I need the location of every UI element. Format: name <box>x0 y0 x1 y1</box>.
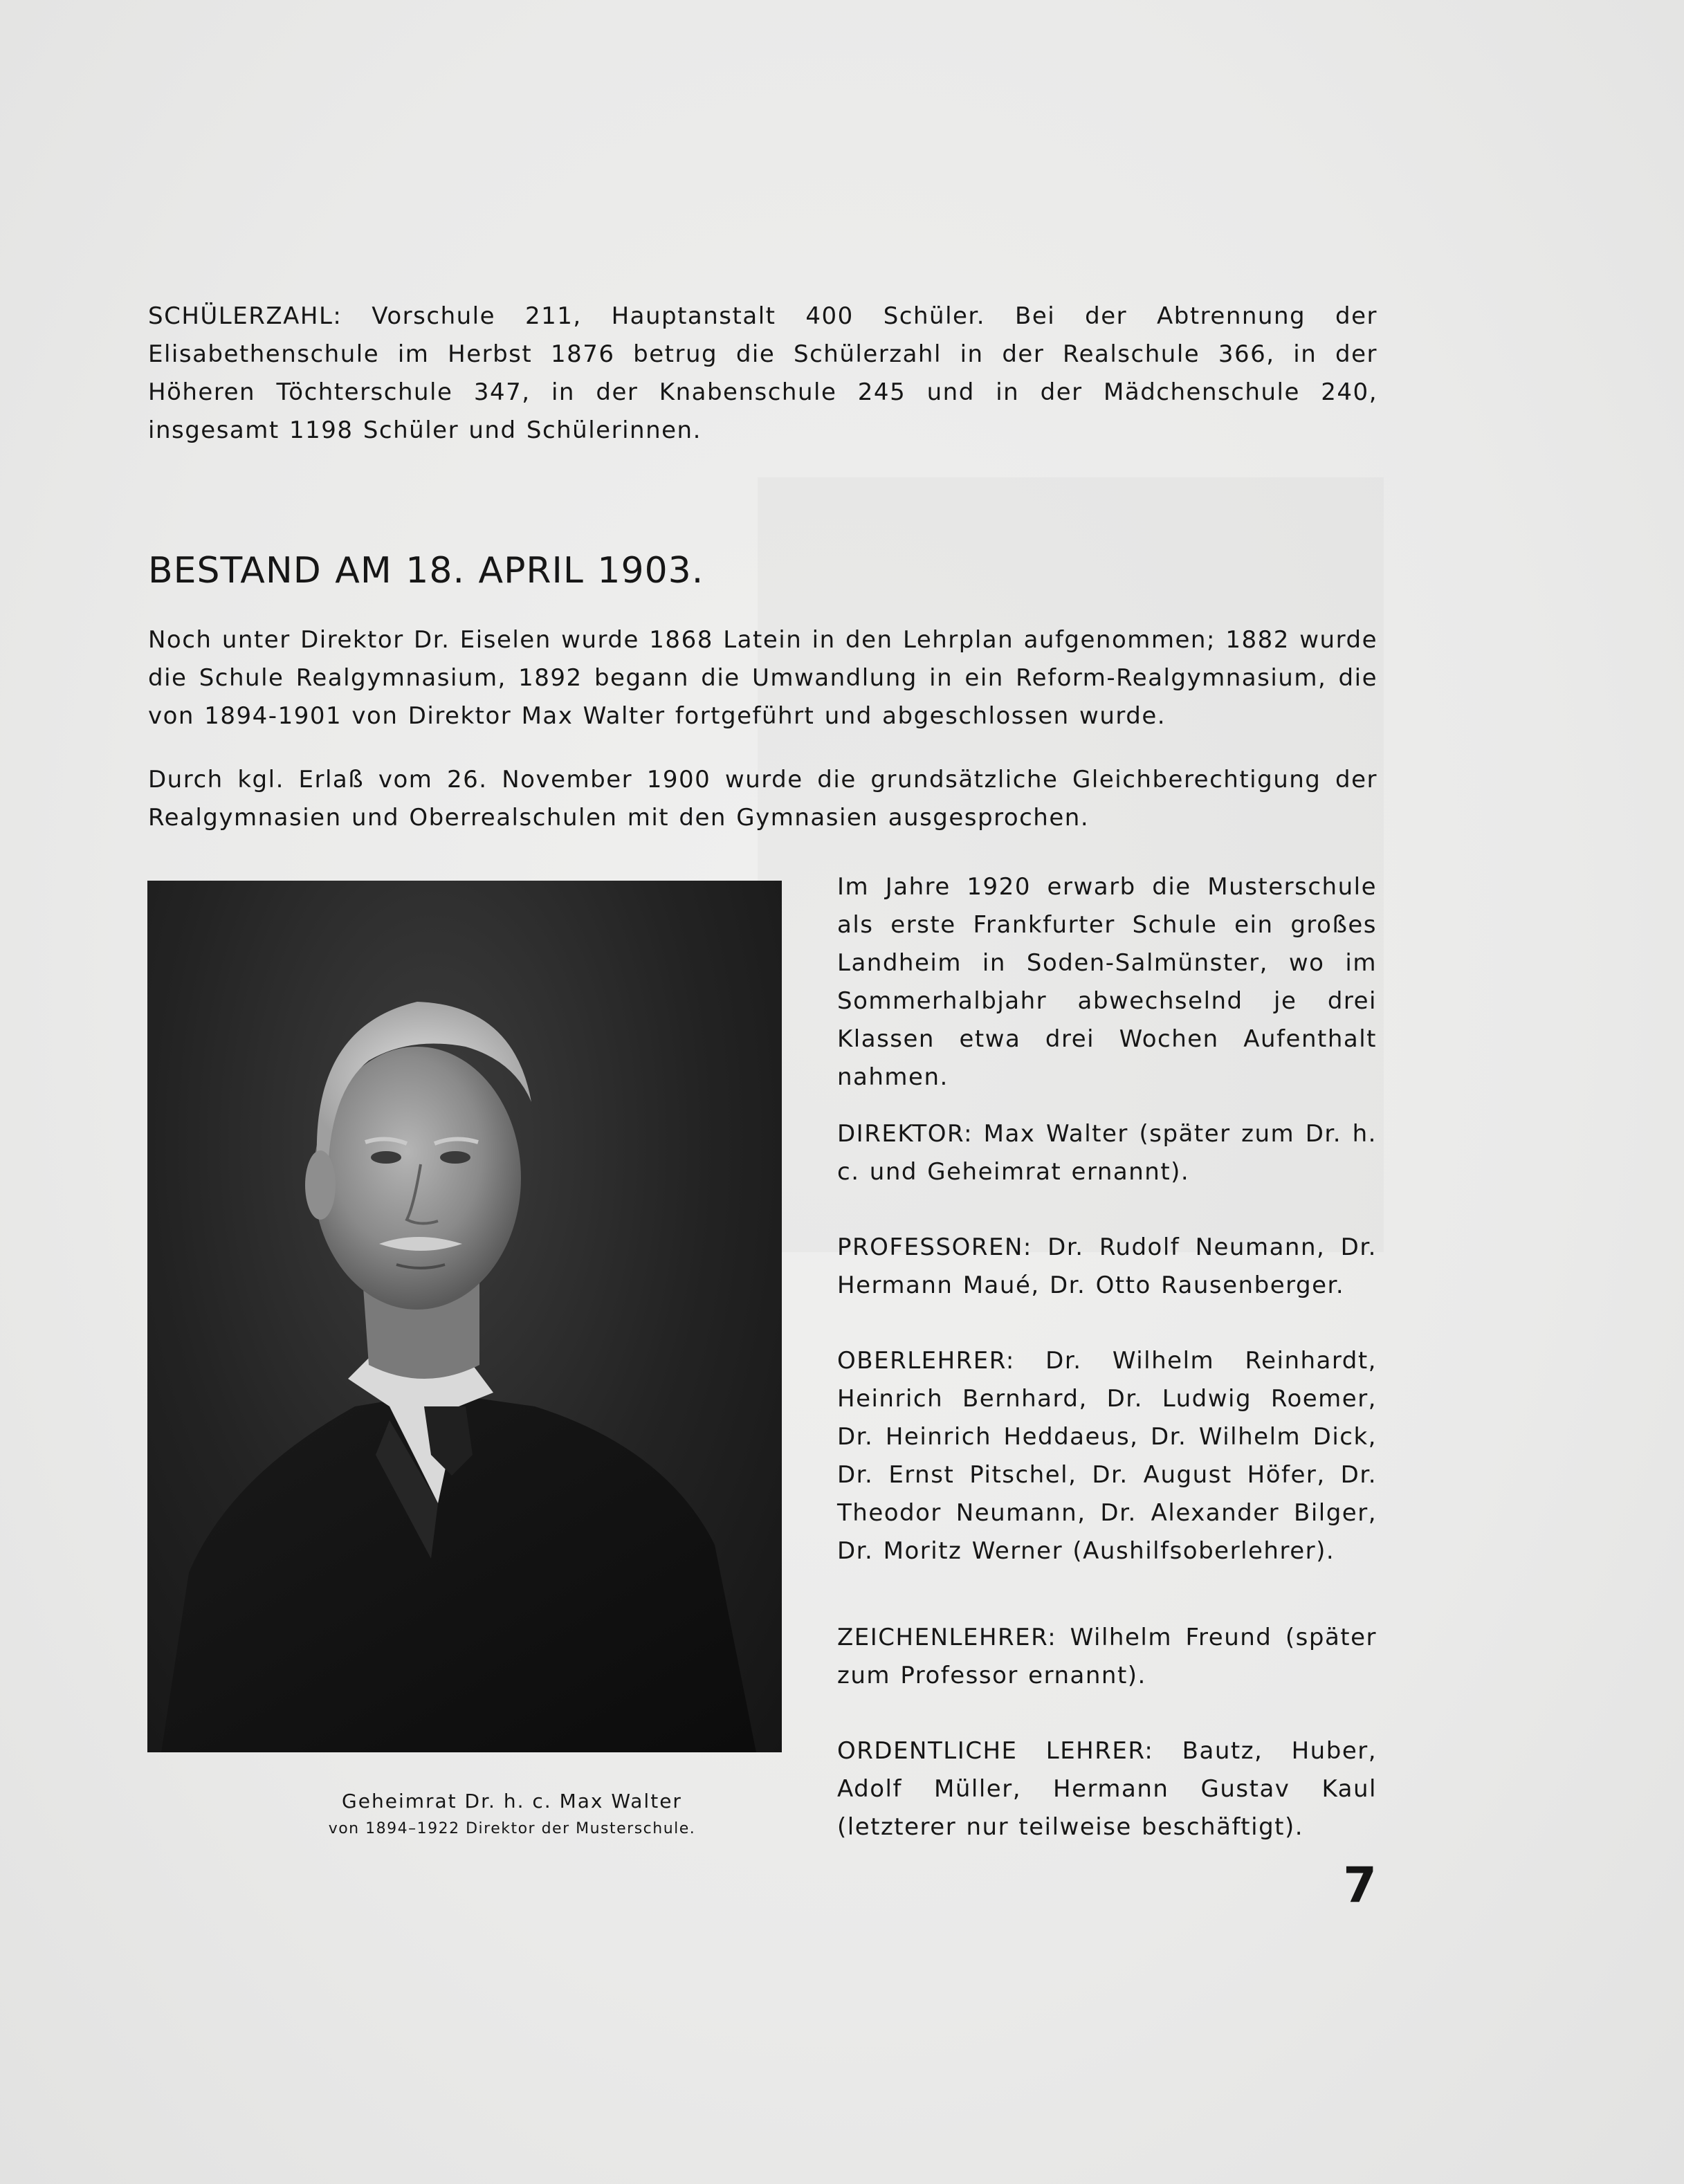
direktor-text: Max Walter (später zum Dr. h. c. und Geheimrat ernannt). <box>837 1120 1377 1186</box>
landheim-paragraph: Im Jahre 1920 erwarb die Musterschule als erste Frankfurter Schule ein großes Landheim in Soden-Salmünster, wo im Sommerhalbjahr abwechselnd je drei Klassen etwa drei Wochen Aufenthalt nahmen. <box>837 873 1377 1091</box>
direktor-entry <box>837 1115 1377 1191</box>
zeichenlehrer-text: Wilhelm Freund (später zum Professor ernannt). <box>837 1624 1378 1689</box>
photo-caption <box>208 1786 816 1842</box>
portrait-photo <box>147 881 782 1752</box>
zeichenlehrer-entry <box>837 1619 1377 1695</box>
zeichenlehrer-label: ZEICHENLEHRER: <box>837 1624 1057 1651</box>
schuelerzahl-label: SCHÜLERZAHL: <box>148 302 342 330</box>
ordentliche-lehrer-entry <box>837 1732 1377 1846</box>
direktor-label: DIREKTOR: <box>837 1120 973 1148</box>
oberlehrer-text: Dr. Wilhelm Reinhardt, Heinrich Bernhard, Dr. Ludwig Roemer, Dr. Heinrich Heddaeus, Dr. Wilhelm Dick, Dr. Ernst Pitschel, Dr. August Höfer, Dr. Theodor Neumann, Dr. Alexander Bilger, Dr. Moritz Werner (Aushilfsoberlehrer). <box>837 1347 1377 1565</box>
lehrplan-paragraph: Noch unter Direktor Dr. Eiselen wurde 1868 Latein in den Lehrplan aufgenommen; 1882 wurde die Schule Realgymnasium, 1892 begann die Umwandlung in ein Reform-Realgymnasium, die von 1894-1901 von Direktor Max Walter fortgeführt und abgeschlossen wurde. <box>148 626 1378 730</box>
professoren-entry <box>837 1229 1377 1305</box>
caption-line-1: Geheimrat Dr. h. c. Max Walter <box>342 1790 682 1813</box>
page-number: 7 <box>1343 1857 1377 1914</box>
ordentliche-lehrer-text: Bautz, Huber, Adolf Müller, Hermann Gustav Kaul (letzterer nur teilweise beschäftigt). <box>837 1737 1378 1841</box>
erlass-paragraph: Durch kgl. Erlaß vom 26. November 1900 wurde die grundsätzliche Gleichberechtigung der Realgymnasien und Oberrealschulen mit den Gymnasien ausgesprochen. <box>148 766 1378 832</box>
caption-line-2: von 1894–1922 Direktor der Musterschule. <box>328 1820 696 1837</box>
schuelerzahl-paragraph <box>148 297 1378 450</box>
professoren-text: Dr. Rudolf Neumann, Dr. Hermann Maué, Dr. Otto Rausenberger. <box>837 1233 1377 1299</box>
schuelerzahl-text: Vorschule 211, Hauptanstalt 400 Schüler. Bei der Abtrennung der Elisabethenschule im Herbst 1876 betrug die Schülerzahl in der Realschule 366, in der Höheren Töchterschule 347, in der Knabenschule 245 und in der Mädchenschule 240, insgesamt 1198 Schüler und Schülerinnen. <box>148 302 1378 444</box>
oberlehrer-entry <box>837 1342 1377 1570</box>
oberlehrer-label: OBERLEHRER: <box>837 1347 1015 1375</box>
section-heading: BESTAND AM 18. APRIL 1903. <box>148 550 704 591</box>
professoren-label: PROFESSOREN: <box>837 1233 1032 1261</box>
ordentliche-lehrer-label: ORDENTLICHE LEHRER: <box>837 1737 1154 1765</box>
